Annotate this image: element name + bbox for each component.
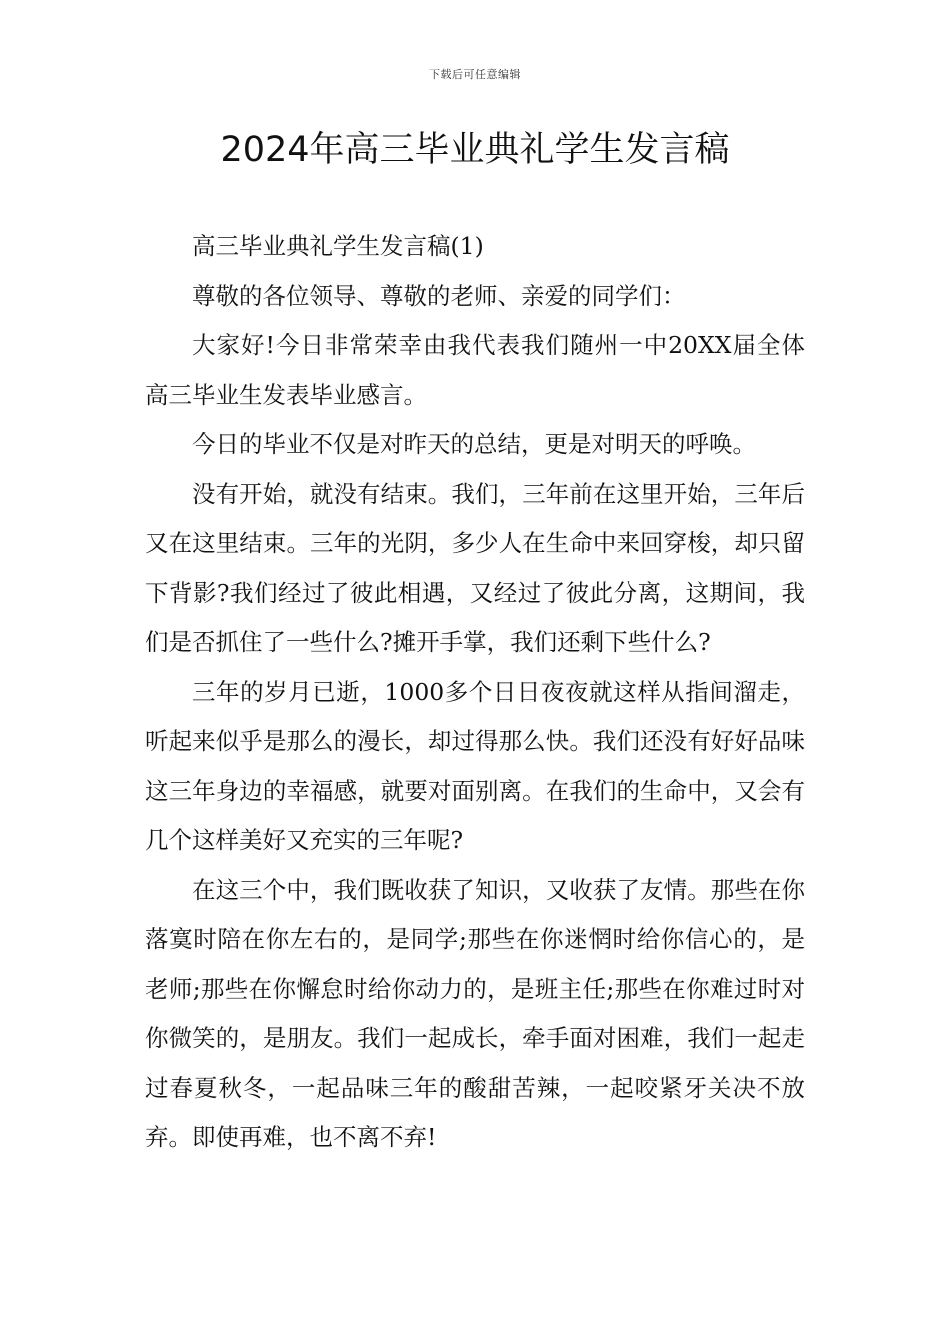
body-paragraph: 高三毕业典礼学生发言稿(1) <box>192 232 484 260</box>
body-paragraph: 没有开始，就没有结束。我们，三年前在这里开始，三年后又在这里结束。三年的光阴，多少人在生命中来回穿梭，却只留下背影?我们经过了彼此相遇，又经过了彼此分离，这期间，我们是否抓住了一些什么?摊开手掌，我们还剩下些什么? <box>145 479 805 656</box>
body-paragraph: 尊敬的各位领导、尊敬的老师、亲爱的同学们： <box>192 281 686 310</box>
body-paragraph: 三年的岁月已逝，1000多个日日夜夜就这样从指间溜走，听起来似乎是那么的漫长，却过得那么快。我们还没有好好品味这三年身边的幸福感，就要对面别离。在我们的生命中，又会有几个这样美好又充实的三年呢? <box>145 677 805 854</box>
body-paragraph: 在这三个中，我们既收获了知识，又收获了友情。那些在你落寞时陪在你左右的，是同学;那些在你迷惘时给你信心的，是老师;那些在你懈怠时给你动力的，是班主任;那些在你难过时对你微笑的，是朋友。我们一起成长，牵手面对困难，我们一起走过春夏秋冬，一起品味三年的酸甜苦辣，一起咬紧牙关决不放弃。即使再难，也不离不弃! <box>145 875 805 1151</box>
document-title: 2024年高三毕业典礼学生发言稿 <box>220 130 730 170</box>
header-note: 下载后可任意编辑 <box>429 68 521 81</box>
document-body <box>145 222 805 1163</box>
body-paragraph: 今日的毕业不仅是对昨天的总结，更是对明天的呼唤。 <box>192 430 756 458</box>
body-paragraph: 大家好!今日非常荣幸由我代表我们随州一中20XX届全体高三毕业生发表毕业感言。 <box>145 331 805 409</box>
